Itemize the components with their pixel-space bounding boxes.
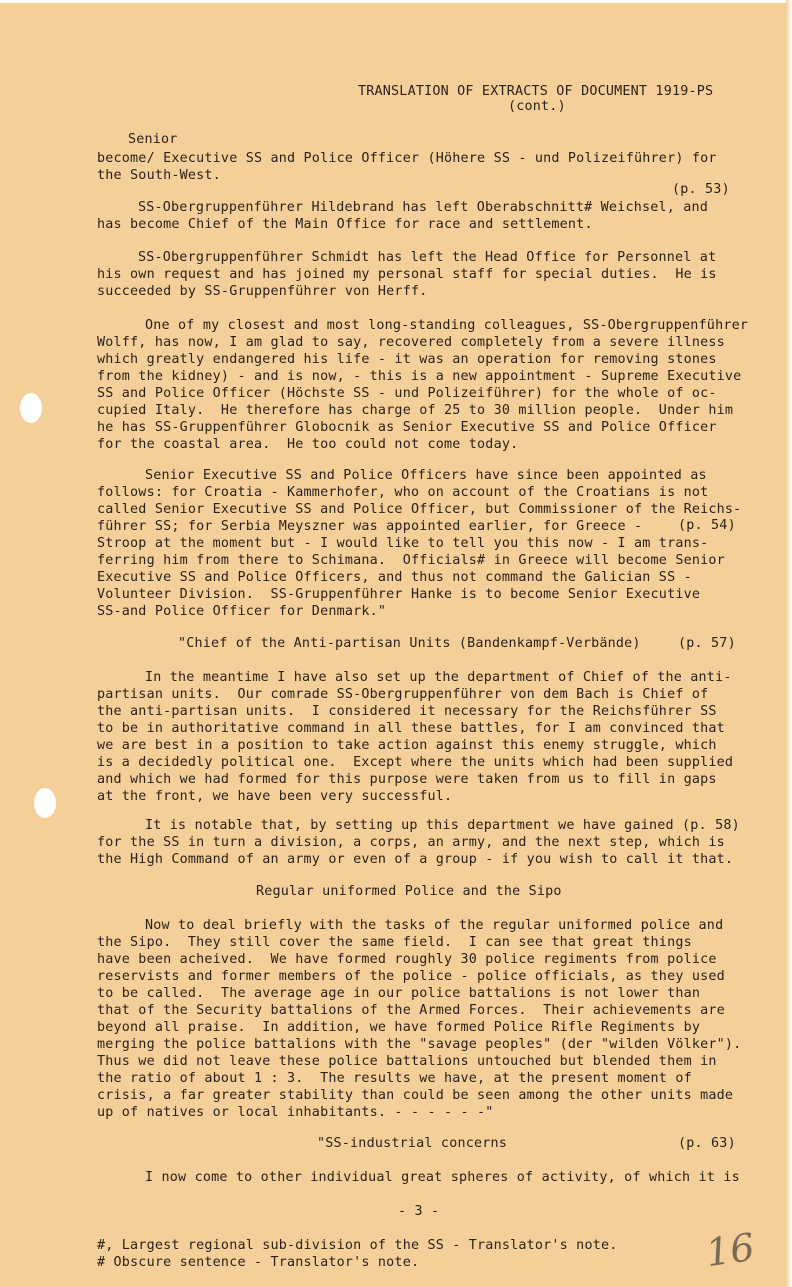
text-line: cupied Italy. He therefore has charge of 25 to 30 million people. Under him	[97, 403, 734, 418]
text-line: Thus we did not leave these police battalions untouched but blended them in	[97, 1054, 717, 1069]
text-line: follows: for Croatia - Kammerhofer, who on account of the Croatians is not	[97, 485, 709, 500]
text-line: is a decidedly political one. Except where the units which had been supplied	[97, 755, 734, 770]
footnote: # Obscure sentence - Translator's note.	[97, 1255, 420, 1270]
text-line: the South-West.	[97, 168, 221, 183]
text-line: I now come to other individual great spheres of activity, of which it is	[145, 1170, 740, 1185]
text-line: SS-Obergruppenführer Schmidt has left the Head Office for Personnel at	[138, 250, 717, 265]
text-line: at the front, we have been very successful.	[97, 789, 453, 804]
text-line: Stroop at the moment but - I would like to tell you this now - I am trans-	[97, 536, 709, 551]
text-line: SS-Obergruppenführer Hildebrand has left Oberabschnitt# Weichsel, and	[138, 200, 709, 215]
page-top-edge	[0, 0, 792, 3]
text-line: In the meantime I have also set up the department of Chief of the anti-	[145, 670, 732, 685]
text-line: for the coastal area. He too could not come today.	[97, 437, 519, 452]
document-title: TRANSLATION OF EXTRACTS OF DOCUMENT 1919-PS	[358, 84, 714, 99]
text-line: the anti-partisan units. I considered it necessary for the Reichsführer SS	[97, 704, 717, 719]
page-number: - 3 -	[398, 1204, 440, 1219]
text-line: become/ Executive SS and Police Officer (Höhere SS - und Polizeiführer) for	[97, 151, 717, 166]
page-ref: (p. 57)	[678, 636, 736, 651]
page-right-edge	[786, 0, 792, 1287]
text-line: One of my closest and most long-standing colleagues, SS-Obergruppenführer	[145, 318, 749, 333]
text-line: succeeded by SS-Gruppenführer von Herff.	[97, 284, 428, 299]
text-line: that of the Security battalions of the Armed Forces. Their achievements are	[97, 1003, 725, 1018]
text-line: It is notable that, by setting up this department we have gained (p. 58)	[145, 818, 740, 833]
text-line: for the SS in turn a division, a corps, an army, and the next step, which is	[97, 835, 725, 850]
text-line: crisis, a far greater stability than could be seen among the other units made	[97, 1088, 734, 1103]
text-line: Executive SS and Police Officers, and thus not command the Galician SS -	[97, 570, 692, 585]
text-line: we are best in a position to take action against this enemy struggle, which	[97, 738, 717, 753]
text-line: Wolff, has now, I am glad to say, recovered completely from a severe illness	[97, 335, 725, 350]
text-line: reservists and former members of the police - police officials, as they used	[97, 969, 725, 984]
text-line: the ratio of about 1 : 3. The results we have, at the present moment of	[97, 1071, 692, 1086]
text-line: from the kidney) - and is now, - this is a new appointment - Supreme Executive	[97, 369, 742, 384]
handwritten-page-number: 16	[703, 1224, 758, 1276]
section-heading: Regular uniformed Police and the Sipo	[256, 884, 562, 899]
text-line: his own request and has joined my personal staff for special duties. He is	[97, 267, 717, 282]
text-line: the High Command of an army or even of a group - if you wish to call it that.	[97, 852, 734, 867]
text-line: SS and Police Officer (Höchste SS - und Polizeiführer) for the whole of oc-	[97, 386, 717, 401]
section-heading: "SS-industrial concerns	[317, 1136, 508, 1151]
text-line: partisan units. Our comrade SS-Obergruppenführer von dem Bach is Chief of	[97, 687, 709, 702]
punch-hole	[34, 788, 56, 818]
document-title-cont: (cont.)	[508, 99, 566, 114]
text-line: to be called. The average age in our police battalions is not lower than	[97, 986, 701, 1001]
text-line: merging the police battalions with the "savage peoples" (der "wilden Völker").	[97, 1037, 742, 1052]
text-line: führer SS; for Serbia Meyszner was appointed earlier, for Greece -	[97, 519, 643, 534]
text-line: has become Chief of the Main Office for race and settlement.	[97, 217, 593, 232]
text-line: SS-and Police Officer for Denmark."	[97, 604, 387, 619]
text-line: beyond all praise. In addition, we have formed Police Rifle Regiments by	[97, 1020, 701, 1035]
text-line: Senior	[128, 132, 178, 147]
text-line: to be in authoritative command in all these battles, for I am convinced that	[97, 721, 725, 736]
punch-hole	[20, 393, 42, 423]
page-ref: (p. 54)	[678, 518, 736, 533]
section-heading: "Chief of the Anti-partisan Units (Bandenkampf-Verbände)	[178, 636, 641, 651]
text-line: called Senior Executive SS and Police Officer, but Commissioner of the Reichs-	[97, 502, 742, 517]
text-line: Volunteer Division. SS-Gruppenführer Hanke is to become Senior Executive	[97, 587, 701, 602]
text-line: and which we had formed for this purpose were taken from us to fill in gaps	[97, 772, 717, 787]
text-line: he has SS-Gruppenführer Globocnik as Senior Executive SS and Police Officer	[97, 420, 717, 435]
text-line: which greatly endangered his life - it was an operation for removing stones	[97, 352, 717, 367]
text-line: ferring him from there to Schimana. Officials# in Greece will become Senior	[97, 553, 725, 568]
footnote: #, Largest regional sub-division of the SS - Translator's note.	[97, 1238, 618, 1253]
page-ref: (p. 53)	[672, 182, 730, 197]
text-line: up of natives or local inhabitants. - - - - - -"	[97, 1105, 494, 1120]
text-line: Senior Executive SS and Police Officers have since been appointed as	[145, 468, 707, 483]
text-line: Now to deal briefly with the tasks of the regular uniformed police and	[145, 918, 724, 933]
text-line: have been acheived. We have formed roughly 30 police regiments from police	[97, 952, 717, 967]
page-ref: (p. 63)	[678, 1136, 736, 1151]
text-line: the Sipo. They still cover the same field. I can see that great things	[97, 935, 692, 950]
